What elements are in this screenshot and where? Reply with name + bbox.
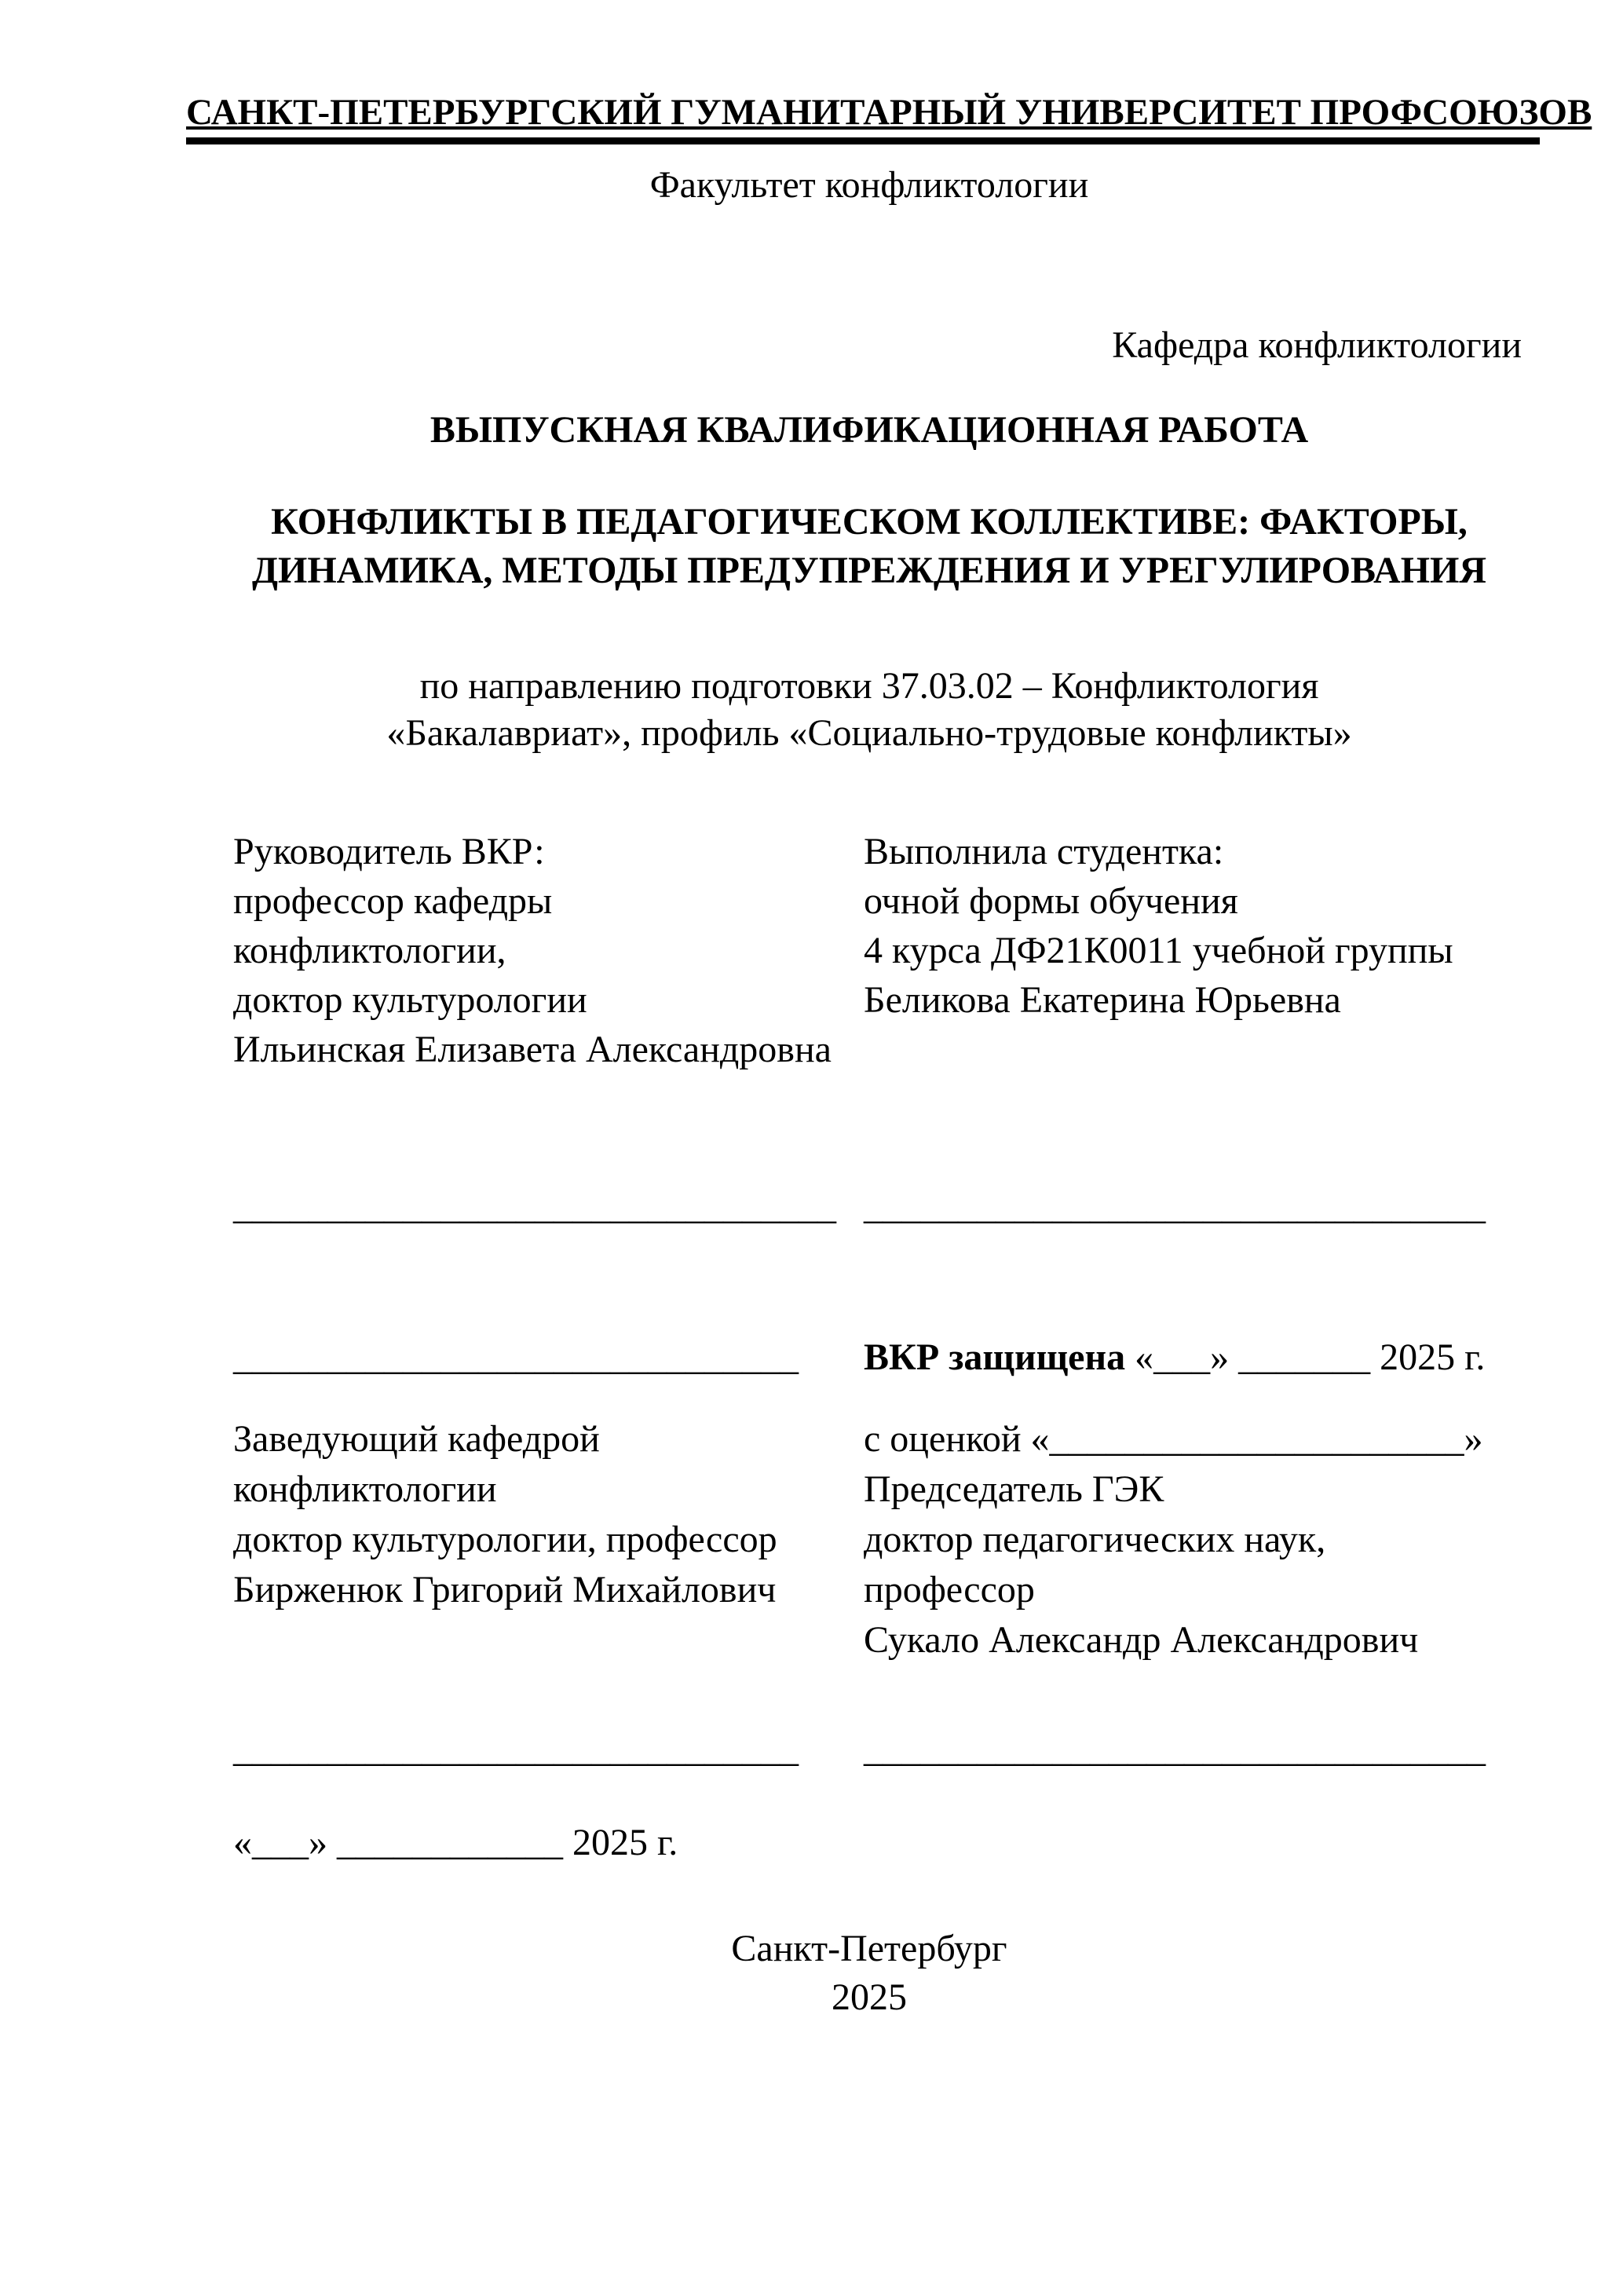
university-name: САНКТ-ПЕТЕРБУРГСКИЙ ГУМАНИТАРНЫЙ УНИВЕРСИТЕТ ПРОФСОЮЗОВ — [186, 92, 1592, 133]
year: 2025 — [832, 1976, 907, 2018]
program-info — [232, 663, 1507, 757]
supervisor-position-line1: профессор кафедры — [233, 880, 553, 922]
chairman-name: Сукало Александр Александрович — [864, 1619, 1419, 1661]
head-position-line2: конфликтологии — [233, 1468, 497, 1510]
thesis-title-line1: КОНФЛИКТЫ В ПЕДАГОГИЧЕСКОМ КОЛЛЕКТИВЕ: ФАКТОРЫ, — [271, 501, 1468, 543]
committee-block — [864, 1414, 1483, 1665]
defense-date-line — [864, 1333, 1485, 1382]
signature-line-head: ______________________________ — [233, 1336, 799, 1378]
thesis-title-line2: ДИНАМИКА, МЕТОДЫ ПРЕДУПРЕЖДЕНИЯ И УРЕГУЛИРОВАНИЯ — [251, 550, 1487, 591]
program-profile: «Бакалавриат», профиль «Социально-трудовые конфликты» — [386, 712, 1352, 754]
student-study-form: очной формы обучения — [864, 880, 1238, 922]
supervisor-name: Ильинская Елизавета Александровна — [233, 1029, 832, 1070]
student-block — [864, 827, 1453, 1025]
supervisor-position-line2: конфликтологии, — [233, 930, 506, 971]
student-group: 4 курса ДФ21К0011 учебной группы — [864, 930, 1453, 971]
supervisor-label: Руководитель ВКР: — [233, 831, 545, 872]
supervisor-block — [233, 827, 832, 1074]
thesis-title — [232, 498, 1507, 595]
signature-line-chairman: _________________________________ — [864, 1728, 1486, 1770]
city-name: Санкт-Петербург — [731, 1928, 1007, 1969]
department-head-block — [233, 1414, 777, 1615]
defense-date-blanks: «___» _______ 2025 г. — [1125, 1336, 1486, 1378]
program-direction: по направлению подготовки 37.03.02 – Конфликтология — [419, 665, 1319, 707]
faculty-name: Факультет конфликтологии — [649, 164, 1089, 206]
defense-label: ВКР защищена — [864, 1336, 1126, 1378]
footer-block — [232, 1925, 1507, 2022]
chairman-position: профессор — [864, 1569, 1035, 1610]
university-header — [186, 88, 1592, 144]
department-name: Кафедра конфликтологии — [1112, 324, 1522, 366]
committee-chairman-label: Председатель ГЭК — [864, 1468, 1164, 1510]
chairman-degree: доктор педагогических наук, — [864, 1519, 1326, 1560]
signature-line-head-bottom: ______________________________ — [233, 1728, 799, 1770]
work-type-heading: ВЫПУСКНАЯ КВАЛИФИКАЦИОННАЯ РАБОТА — [430, 409, 1309, 451]
student-label: Выполнила студентка: — [864, 831, 1224, 872]
signature-line-student: _________________________________ — [864, 1186, 1486, 1227]
student-name: Беликова Екатерина Юрьевна — [864, 979, 1341, 1021]
head-name: Бирженюк Григорий Михайлович — [233, 1569, 777, 1610]
grade-line: с оценкой «______________________» — [864, 1418, 1483, 1460]
head-degree: доктор культурологии, профессор — [233, 1519, 777, 1560]
head-position-line1: Заведующий кафедрой — [233, 1418, 600, 1460]
date-line: «___» ____________ 2025 г. — [233, 1822, 678, 1863]
signature-line-supervisor: ________________________________ — [233, 1186, 836, 1227]
supervisor-degree: доктор культурологии — [233, 979, 587, 1021]
